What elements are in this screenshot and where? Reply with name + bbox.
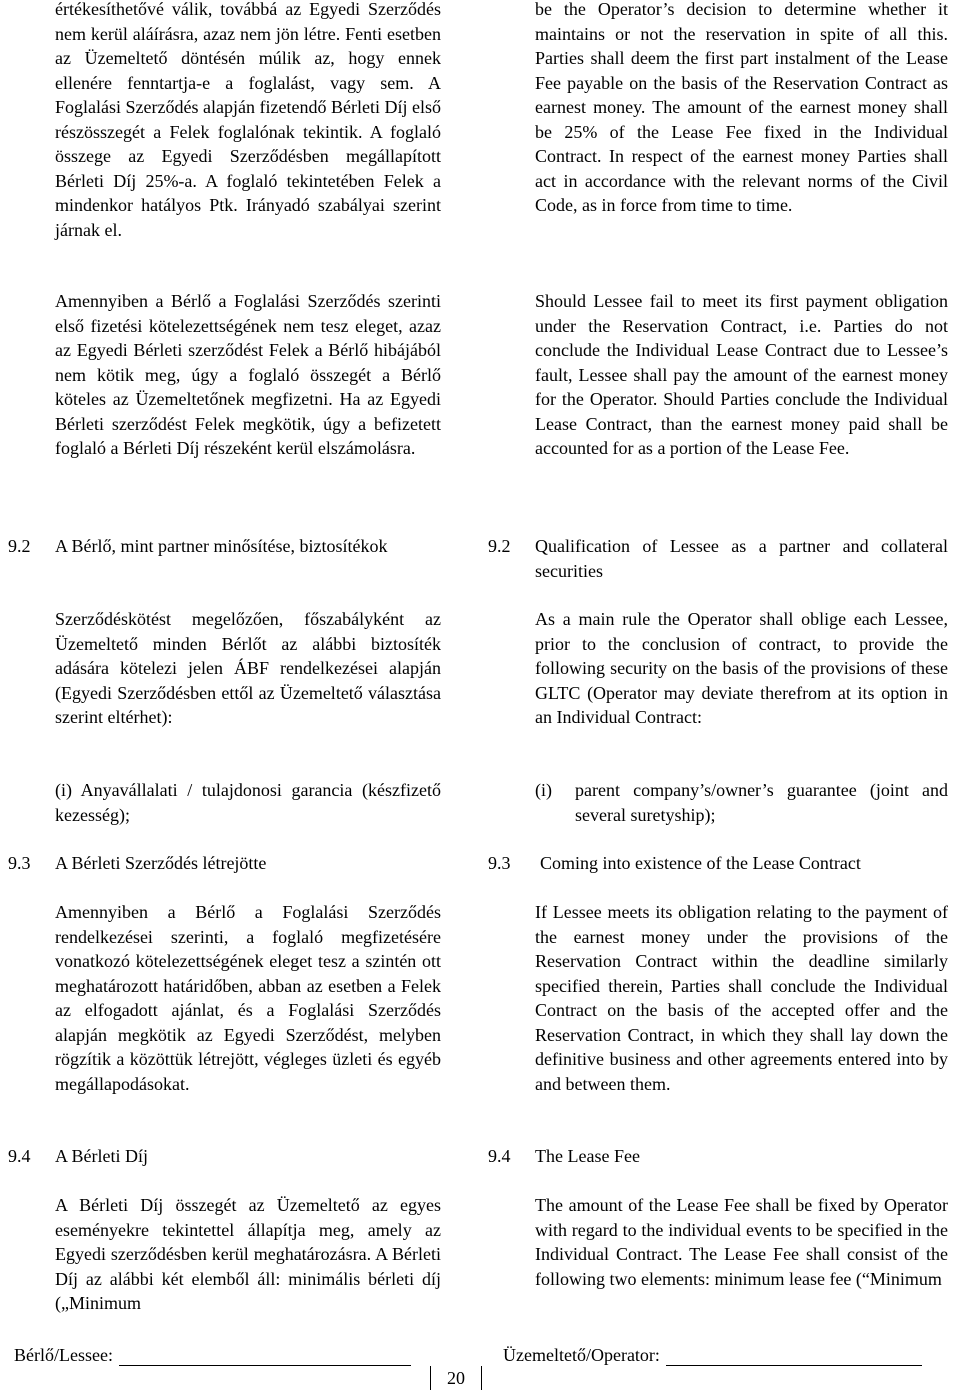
lessee-signature-label: Bérlő/Lessee: [14, 1345, 113, 1365]
right-section-9-2-number: 9.2 [488, 536, 511, 556]
left-section-9-2-item: (i) Anyavállalati / tulajdonosi garancia (készfizető kezesség); [55, 780, 441, 825]
right-section-9-3-title: Coming into existence of the Lease Contract [540, 853, 861, 873]
left-section-9-2-number: 9.2 [8, 536, 31, 556]
right-section-9-4-paragraph: The amount of the Lease Fee shall be fixed by Operator with regard to the individual events to be specified in the Individual Contract. The Lease Fee shall consist of the following two elements: minimum lease fee (“Minimum [535, 1195, 948, 1289]
operator-signature-label: Üzemeltető/Operator: [503, 1345, 660, 1365]
left-section-9-3-paragraph: Amennyiben a Bérlő a Foglalási Szerződés rendelkezései szerinti, a foglaló megfizetésére vonatkozó kötelezettségének eleget tesz a szintén ott meghatározott határidőben, abban az esetben a Felek az elfogadott ajánlat, és a Foglalási Szerződés alapján megkötik az Egyedi Szerződést, melyben rögzítik a közöttük létrejött, végleges üzleti és egyéb megállapodásokat. [55, 902, 441, 1094]
left-section-9-3-number: 9.3 [8, 853, 31, 873]
operator-signature-field [503, 1344, 922, 1366]
right-section-9-4-title: The Lease Fee [535, 1146, 640, 1166]
left-intro-paragraph: értékesíthetővé válik, továbbá az Egyedi Szerződés nem kerül aláírásra, azaz nem jön létre. Fenti esetben az Üzemeltető döntésén múlik az, hogy ennek ellenére fenntartja-e a foglalást, vagy sem. A Foglalási Szerződés alapján fizetendő Bérleti Díj első részösszegét a Felek foglalónak tekintik. A foglaló összege az Egyedi Szerződésben megállapított Bérleti Díj 25%-a. A foglaló tekintetében Felek a mindenkor hatályos Ptk. Irányadó szabályai szerint járnak el. [55, 0, 441, 240]
operator-signature-line [666, 1347, 922, 1366]
left-section-9-4-paragraph: A Bérleti Díj összegét az Üzemeltető az egyes eseményekre tekintettel állapítja meg, amely az Egyedi szerződésben kerül meghatározásra. A Bérleti Díj az alábbi két elemből áll: minimális bérleti díj („Minimum [55, 1195, 441, 1313]
lessee-signature-field [14, 1344, 411, 1366]
right-intro-paragraph: be the Operator’s decision to determine whether it maintains or not the reservation in spite of all this. Parties shall deem the first part instalment of the Lease Fee payable on the basis of the Reservation Contract as earnest money. The amount of the earnest money shall be 25% of the Lease Fee fixed in the Individual Contract. In respect of the earnest money Parties shall act in accordance with the relevant norms of the Civil Code, as in force from time to time. [535, 0, 948, 215]
lessee-signature-line [119, 1347, 411, 1366]
left-section-9-2-paragraph: Szerződéskötést megelőzően, főszabályként az Üzemeltető minden Bérlőt az alábbi biztosíték adására kötelezi jelen ÁBF rendelkezései alapján (Egyedi Szerződésben ettől az Üzemeltető választása szerint eltérhet): [55, 609, 441, 727]
left-section-9-3-title: A Bérleti Szerződés létrejötte [55, 853, 267, 873]
left-section-9-2-title: A Bérlő, mint partner minősítése, biztosítékok [55, 536, 388, 556]
right-section-9-3-number: 9.3 [488, 853, 511, 873]
page-number: 20 [430, 1366, 482, 1390]
right-paragraph-2: Should Lessee fail to meet its first payment obligation under the Reservation Contract, i.e. Parties do not conclude the Individual Lease Contract due to Lessee’s fault, Lessee shall pay the amount of the earnest money for the Operator. Should Parties conclude the Individual Lease Contract, than the earnest money paid shall be accounted for as a portion of the Lease Fee. [535, 291, 948, 458]
right-section-9-3-paragraph: If Lessee meets its obligation relating to the payment of the earnest money under the provisions of the Reservation Contract within the deadline similarly specified therein, Parties shall conclude the Individual Contract on the basis of the accepted offer and the Reservation Contract, in which they shall lay down the definitive business and other agreements entered into by and between them. [535, 902, 948, 1094]
right-section-9-2-paragraph: As a main rule the Operator shall oblige each Lessee, prior to the conclusion of contract, to provide the following security on the basis of the provisions of these GLTC (Operator may deviate therefrom at its option in an Individual Contract: [535, 609, 948, 727]
left-section-9-4-number: 9.4 [8, 1146, 31, 1166]
right-section-9-2-item-marker: (i) [535, 780, 552, 800]
right-section-9-4-number: 9.4 [488, 1146, 511, 1166]
left-paragraph-2: Amennyiben a Bérlő a Foglalási Szerződés szerinti első fizetési kötelezettségének nem tesz eleget, azaz az Egyedi Bérleti szerződést Felek a Bérlő hibájából nem kötik meg, úgy a foglaló összegét a Bérlő köteles az Üzemeltetőnek megfizetni. Ha az Egyedi Bérleti szerződést Felek megkötik, úgy a befizetett foglaló a Bérleti Díj részeként kerül elszámolásra. [55, 291, 441, 458]
right-section-9-2-item: parent company’s/owner’s guarantee (joint and several suretyship); [575, 780, 948, 825]
right-section-9-2-title: Qualification of Lessee as a partner and collateral securities [535, 536, 948, 581]
left-section-9-4-title: A Bérleti Díj [55, 1146, 148, 1166]
